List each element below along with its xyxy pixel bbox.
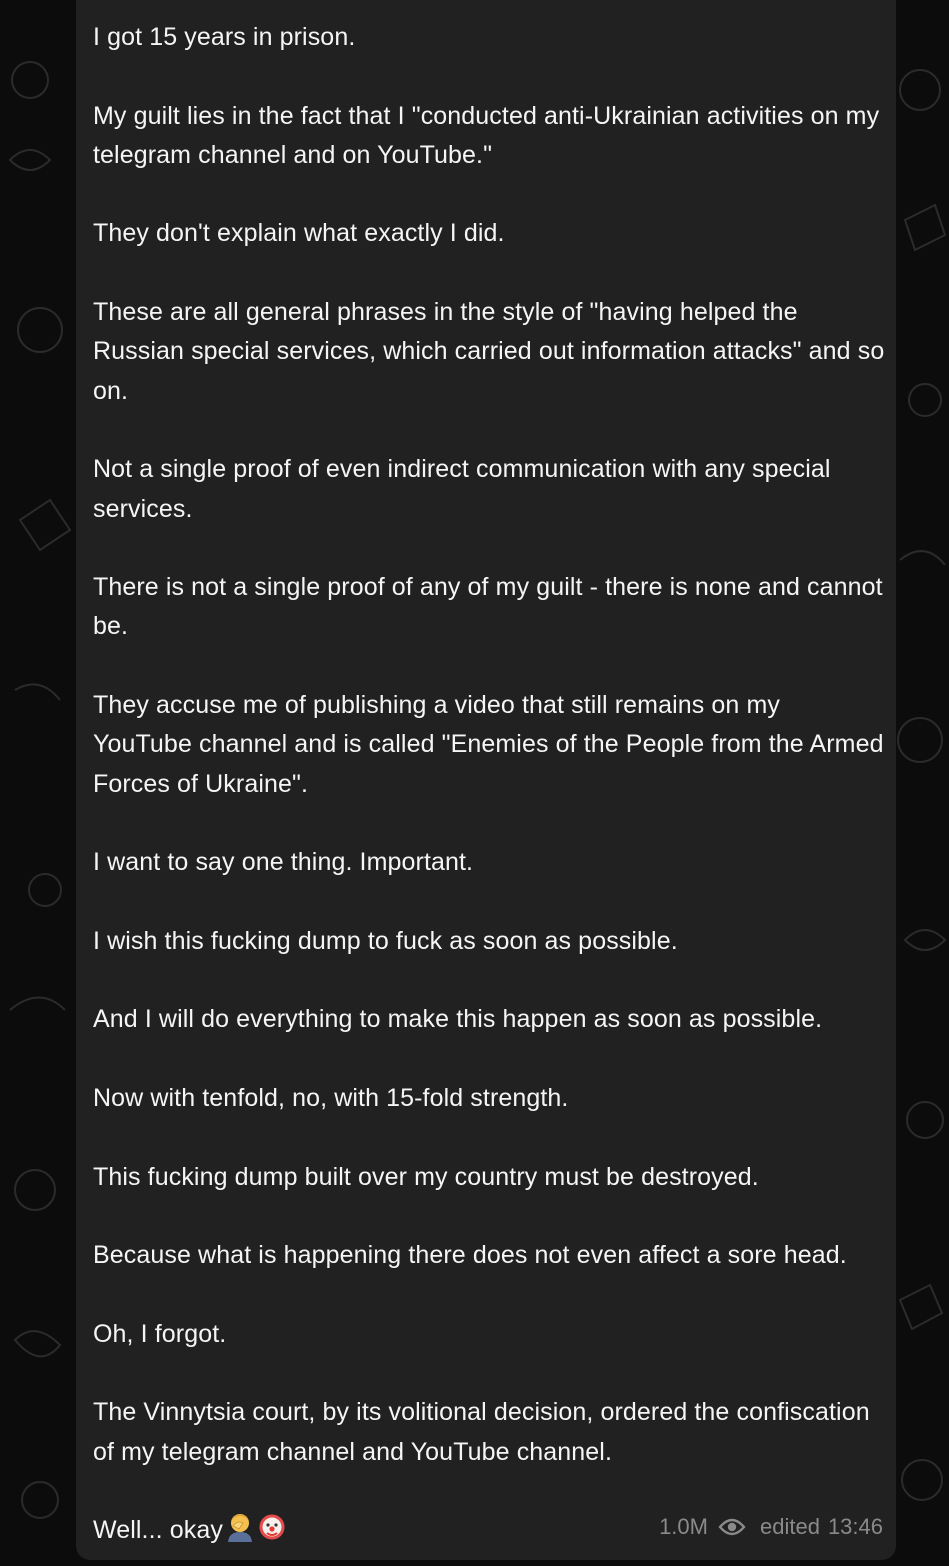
views-count: 1.0M bbox=[659, 1514, 708, 1539]
message-bubble[interactable] bbox=[76, 0, 896, 1560]
paragraph: I want to say one thing. Important. bbox=[93, 848, 474, 877]
paragraph: Oh, I forgot. bbox=[93, 1319, 227, 1348]
eye-icon bbox=[718, 1517, 746, 1537]
edited-label: edited bbox=[759, 1514, 820, 1539]
paragraph: I got 15 years in prison. bbox=[93, 23, 356, 51]
paragraph: My guilt lies in the fact that I "conducted anti-Ukrainian activities on my telegram channel and on YouTube." bbox=[93, 101, 887, 169]
paragraph: There is not a single proof of any of my guilt - there is none and cannot be. bbox=[93, 573, 890, 641]
paragraph: Now with tenfold, no, with 15-fold strength. bbox=[93, 1084, 569, 1113]
message-meta bbox=[659, 1514, 883, 1540]
paragraph: The Vinnytsia court, by its volitional decision, ordered the confiscation of my telegram channel and YouTube channel. bbox=[93, 1398, 877, 1466]
paragraph: And I will do everything to make this happen as soon as possible. bbox=[93, 1005, 823, 1034]
paragraph: Not a single proof of even indirect communication with any special services. bbox=[93, 455, 838, 523]
paragraph: They accuse me of publishing a video that still remains on my YouTube channel and is called "Enemies of the People from the Armed Forces of Ukraine". bbox=[93, 691, 891, 798]
message-time: 13:46 bbox=[827, 1514, 883, 1539]
paragraph: This fucking dump built over my country must be destroyed. bbox=[93, 1162, 759, 1191]
paragraph: Because what is happening there does not even affect a sore head. bbox=[93, 1241, 847, 1270]
paragraph: These are all general phrases in the style of "having helped the Russian special services, which carried out information attacks" and so on. bbox=[93, 298, 892, 405]
last-line bbox=[93, 1511, 287, 1550]
last-line-text: Well... okay bbox=[93, 1516, 223, 1545]
paragraph: They don't explain what exactly I did. bbox=[93, 219, 505, 248]
clown-face-emoji bbox=[257, 1512, 287, 1542]
message-text bbox=[93, 18, 892, 1551]
paragraph: I wish this fucking dump to fuck as soon as possible. bbox=[93, 926, 678, 955]
facepalm-man-emoji bbox=[225, 1512, 255, 1542]
